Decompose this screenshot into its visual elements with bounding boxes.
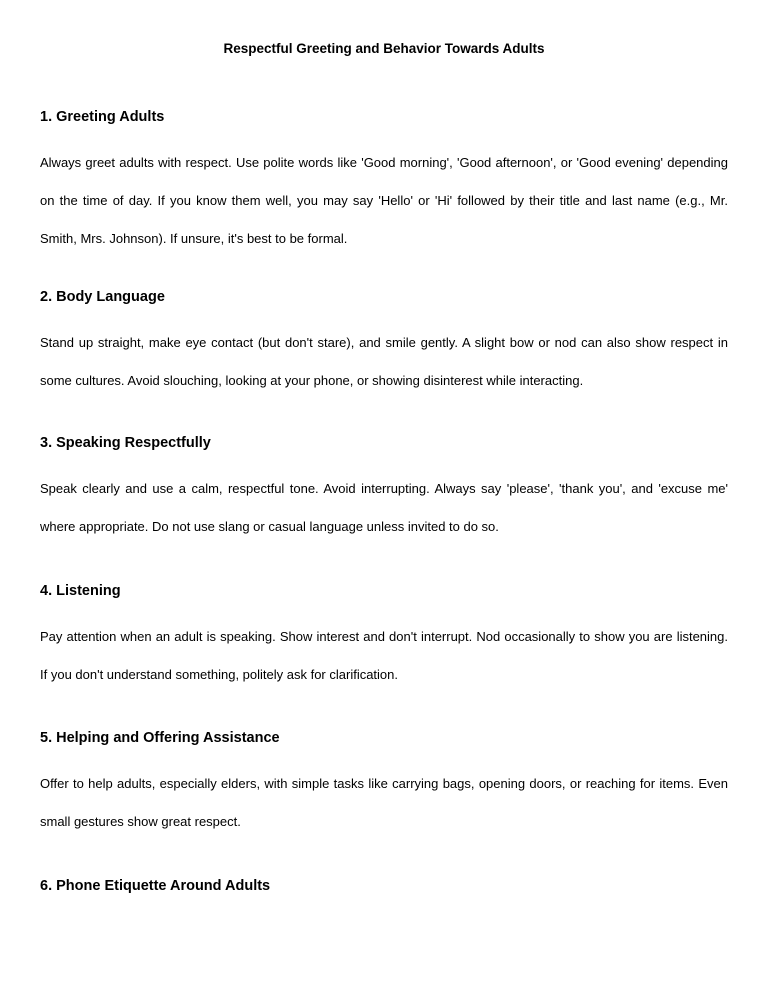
section-heading: 4. Listening [40, 583, 121, 599]
section-body: Speak clearly and use a calm, respectful tone. Avoid interrupting. Always say 'please', 'thank you', and 'excuse me' where appropriate. Do not use slang or casual language unless invited to do so. [40, 481, 728, 534]
section-heading: 6. Phone Etiquette Around Adults [40, 878, 271, 894]
section-body: Stand up straight, make eye contact (but don't stare), and smile gently. A slight bow or nod can also show respect in some cultures. Avoid slouching, looking at your phone, or showing disinterest while interacting. [40, 335, 728, 388]
section-heading: 3. Speaking Respectfully [40, 435, 211, 451]
section-body: Always greet adults with respect. Use polite words like 'Good morning', 'Good afternoon', or 'Good evening' depending on the time of day. If you know them well, you may say 'Hello' or 'Hi' followed by their title and last name (e.g., Mr. Smith, Mrs. Johnson). If unsure, it's best to be formal. [40, 155, 728, 246]
section-heading: 1. Greeting Adults [40, 109, 165, 125]
section-heading: 2. Body Language [40, 289, 165, 305]
section-body: Pay attention when an adult is speaking. Show interest and don't interrupt. Nod occasionally to show you are listening. If you don't understand something, politely ask for clarification. [40, 629, 728, 682]
document-title: Respectful Greeting and Behavior Towards Adults [223, 41, 545, 56]
section-heading: 5. Helping and Offering Assistance [40, 730, 280, 746]
section-body: Offer to help adults, especially elders, with simple tasks like carrying bags, opening doors, or reaching for items. Even small gestures show great respect. [40, 776, 728, 829]
